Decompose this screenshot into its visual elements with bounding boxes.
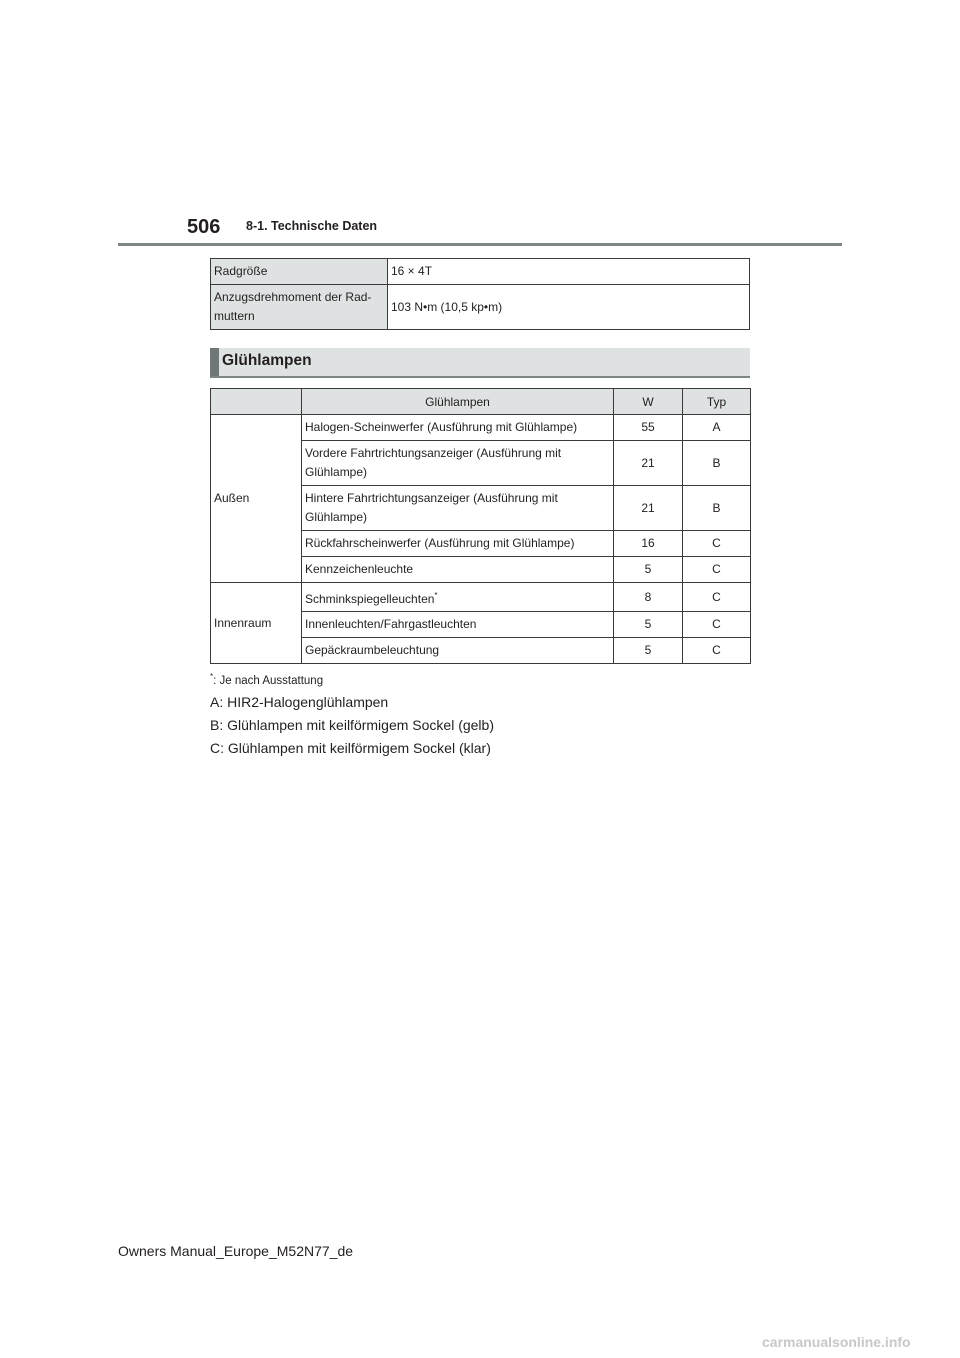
wheel-spec-table (210, 258, 750, 330)
watt-cell: 21 (614, 486, 683, 531)
type-cell: C (683, 531, 751, 557)
watermark: carmanualsonline.info (762, 1334, 911, 1350)
watt-cell: 21 (614, 441, 683, 486)
table-row (211, 285, 750, 330)
footnote-text: : Je nach Ausstattung (213, 674, 324, 687)
legend-b: B: Glühlampen mit keilförmigem Sockel (gelb) (210, 717, 494, 733)
spec-value: 16 × 4T (388, 259, 750, 285)
type-cell: B (683, 486, 751, 531)
table-row (211, 259, 750, 285)
bulb-cell (302, 583, 614, 612)
bulb-cell: Gepäckraumbeleuchtung (302, 638, 614, 664)
bulb-cell: Halogen-Scheinwerfer (Ausführung mit Glühlampe) (302, 415, 614, 441)
spec-label: Anzugsdrehmoment der Rad-muttern (211, 285, 388, 330)
bulb-table (210, 388, 751, 664)
header-cell: W (614, 389, 683, 415)
bulb-cell: Rückfahrscheinwerfer (Ausführung mit Glühlampe) (302, 531, 614, 557)
type-cell: B (683, 441, 751, 486)
legend-a: A: HIR2-Halogenglühlampen (210, 694, 389, 710)
type-cell: C (683, 583, 751, 612)
section-title: Glühlampen (222, 352, 312, 369)
footer-text: Owners Manual_Europe_M52N77_de (118, 1243, 354, 1259)
watt-cell: 5 (614, 612, 683, 638)
spec-label: Radgröße (211, 259, 388, 285)
watt-cell: 55 (614, 415, 683, 441)
spec-value: 103 N•m (10,5 kp•m) (388, 285, 750, 330)
type-cell: C (683, 612, 751, 638)
header-rule (118, 243, 842, 246)
group-cell: Außen (211, 415, 302, 583)
heading-marker (210, 348, 219, 376)
bulb-cell: Hintere Fahrtrichtungsanzeiger (Ausführung mit Glühlampe) (302, 486, 614, 531)
header-cell: Glühlampen (302, 389, 614, 415)
footnote-mark: * (434, 590, 438, 600)
footnote (210, 672, 323, 687)
bulb-name: Schminkspiegelleuchten (305, 591, 435, 606)
watt-cell: 8 (614, 583, 683, 612)
watt-cell: 5 (614, 638, 683, 664)
type-cell: C (683, 638, 751, 664)
table-row (211, 583, 751, 612)
table-row (211, 415, 751, 441)
type-cell: A (683, 415, 751, 441)
header-cell (211, 389, 302, 415)
header-cell: Typ (683, 389, 751, 415)
bulb-cell: Vordere Fahrtrichtungsanzeiger (Ausführung mit Glühlampe) (302, 441, 614, 486)
bulb-cell: Innenleuchten/Fahrgastleuchten (302, 612, 614, 638)
watt-cell: 5 (614, 557, 683, 583)
type-cell: C (683, 557, 751, 583)
footnote-mark: * (210, 672, 214, 681)
table-header-row (211, 389, 751, 415)
section-heading (210, 348, 750, 378)
page-number: 506 (187, 216, 221, 238)
watt-cell: 16 (614, 531, 683, 557)
group-cell: Innenraum (211, 583, 302, 664)
chapter-title: 8-1. Technische Daten (246, 219, 378, 233)
legend-c: C: Glühlampen mit keilförmigem Sockel (klar) (210, 740, 491, 756)
bulb-cell: Kennzeichenleuchte (302, 557, 614, 583)
